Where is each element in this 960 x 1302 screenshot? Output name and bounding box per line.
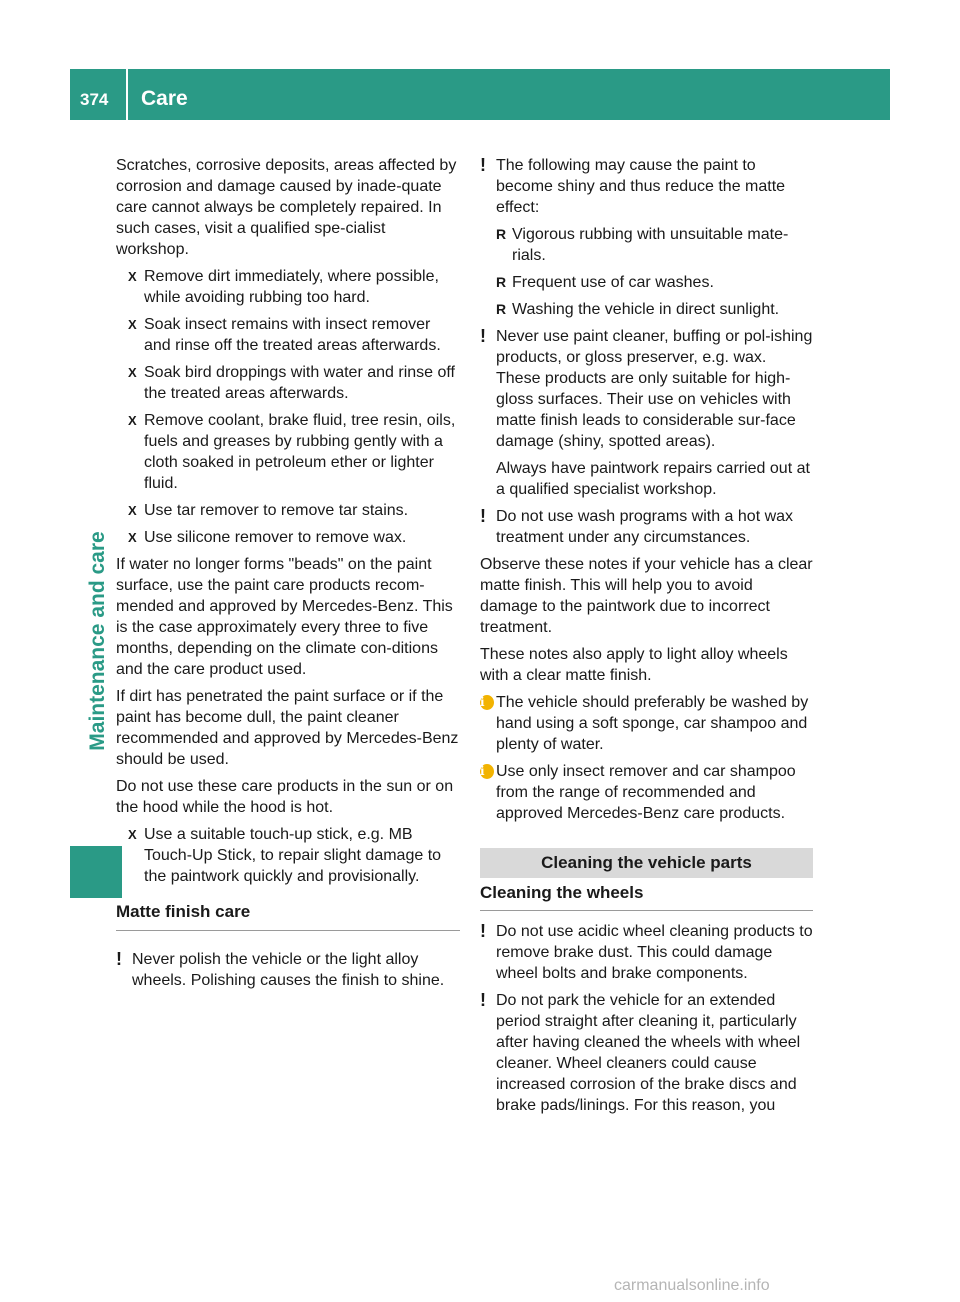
warning-note	[480, 990, 813, 1116]
dull-paint-paragraph: If dirt has penetrated the paint surface or if the paint has become dull, the paint cleaner recommended and approved by Mercedes-Benz should be used.	[116, 688, 459, 768]
step-text: Use a suitable touch-up stick, e.g. MB Touch-Up Stick, to repair slight damage to the paintwork quickly and provisionally.	[144, 826, 442, 885]
info-note	[480, 692, 813, 755]
list-item-text: Vigorous rubbing with unsuitable mate-rials.	[512, 226, 789, 264]
step-arrow-icon: X	[128, 503, 137, 518]
warning-icon: !	[480, 326, 486, 346]
step-arrow-icon: X	[128, 827, 137, 842]
step-item	[116, 527, 460, 548]
step-arrow-icon: X	[128, 317, 137, 332]
warning-note	[480, 155, 813, 218]
left-column	[116, 155, 460, 997]
warning-note	[480, 506, 813, 548]
warning-note	[480, 326, 813, 452]
warning-text: Never polish the vehicle or the light alloy wheels. Polishing causes the finish to shine.	[132, 951, 445, 989]
header-bar	[70, 69, 890, 120]
step-text: Use silicone remover to remove wax.	[144, 529, 407, 546]
step-text: Use tar remover to remove tar stains.	[144, 502, 409, 519]
warning-text: Do not park the vehicle for an extended period straight after cleaning it, particularly after having cleaned the wheels with wheel cleaner. Wheel cleaners could cause increased corrosion of the brake discs and brake pads/linings. For this reason, you	[496, 992, 801, 1114]
bullet-icon: R	[496, 274, 507, 290]
info-icon: i	[480, 695, 494, 710]
warning-note	[116, 949, 460, 991]
list-item	[480, 299, 813, 320]
list-item-text: Washing the vehicle in direct sunlight.	[512, 301, 780, 318]
warning-text: Never use paint cleaner, buffing or pol-ishing products, or gloss preserver, e.g. wax. These products are only suitable for high-gloss surfaces. Their use on vehicles with matte finish leads to considerable sur-face damage (shiny, spotted areas).	[496, 328, 813, 450]
side-tab-block	[70, 846, 122, 898]
step-arrow-icon: X	[128, 413, 137, 428]
wheels-note-paragraph: These notes also apply to light alloy wheels with a clear matte finish.	[480, 646, 788, 684]
step-item	[116, 362, 460, 404]
step-item	[116, 266, 460, 308]
warning-text: Do not use acidic wheel cleaning products to remove brake dust. This could damage wheel bolts and brake components.	[496, 923, 813, 982]
list-item-text: Frequent use of car washes.	[512, 274, 714, 291]
info-icon: i	[480, 764, 494, 779]
warning-icon: !	[480, 921, 486, 941]
section-title: Care	[141, 87, 188, 110]
list-item	[480, 224, 813, 266]
beads-paragraph: If water no longer forms "beads" on the paint surface, use the paint care products recom-mended and approved by Mercedes-Benz. This is the case approximately every three to five months, depending on the climate con-ditions and the care product used.	[116, 556, 453, 678]
info-text: Use only insect remover and car shampoo from the range of recommended and approved Mercedes-Benz care products.	[496, 763, 796, 822]
matte-finish-heading: Matte finish care	[116, 901, 460, 931]
cleaning-wheels-heading: Cleaning the wheels	[480, 882, 813, 911]
step-item	[116, 500, 460, 521]
step-arrow-icon: X	[128, 269, 137, 284]
warning-text: The following may cause the paint to become shiny and thus reduce the matte effect:	[496, 157, 786, 216]
step-text: Soak insect remains with insect remover and rinse off the treated areas afterwards.	[144, 316, 441, 354]
step-item	[116, 410, 460, 494]
step-item	[116, 824, 460, 887]
step-text: Remove coolant, brake fluid, tree resin, oils, fuels and greases by rubbing gently with a cloth soaked in petroleum ether or lighter fluid.	[144, 412, 456, 492]
page-number: 374	[80, 90, 109, 109]
step-arrow-icon: X	[128, 365, 137, 380]
header-divider	[126, 69, 128, 120]
list-item	[480, 272, 813, 293]
step-arrow-icon: X	[128, 530, 137, 545]
warning-note	[480, 921, 813, 984]
step-text: Soak bird droppings with water and rinse off the treated areas afterwards.	[144, 364, 455, 402]
sun-paragraph: Do not use these care products in the sun or on the hood while the hood is hot.	[116, 778, 454, 816]
step-text: Remove dirt immediately, where possible, while avoiding rubbing too hard.	[144, 268, 439, 306]
bullet-icon: R	[496, 301, 507, 317]
warning-icon: !	[480, 155, 486, 175]
step-item	[116, 314, 460, 356]
warning-text: Do not use wash programs with a hot wax treatment under any circumstances.	[496, 508, 794, 546]
info-note	[480, 761, 813, 824]
side-tab-label: Maintenance and care	[86, 531, 109, 751]
warning-icon: !	[116, 949, 122, 969]
warning-icon: !	[480, 990, 486, 1010]
bullet-icon: R	[496, 226, 507, 242]
observe-paragraph: Observe these notes if your vehicle has a clear matte finish. This will help you to avoid damage to the paintwork due to incorrect treatment.	[480, 556, 813, 636]
right-column	[480, 155, 813, 1122]
cleaning-parts-heading: Cleaning the vehicle parts	[480, 848, 813, 878]
watermark: carmanualsonline.info	[614, 1277, 770, 1294]
warning-icon: !	[480, 506, 486, 526]
info-text: The vehicle should preferably be washed by hand using a soft sponge, car shampoo and plenty of water.	[496, 694, 809, 753]
intro-paragraph: Scratches, corrosive deposits, areas affected by corrosion and damage caused by inade-quate care cannot always be completely repaired. In such cases, visit a qualified spe-cialist workshop.	[116, 157, 457, 258]
warning-followup: Always have paintwork repairs carried out at a qualified specialist workshop.	[496, 460, 810, 498]
